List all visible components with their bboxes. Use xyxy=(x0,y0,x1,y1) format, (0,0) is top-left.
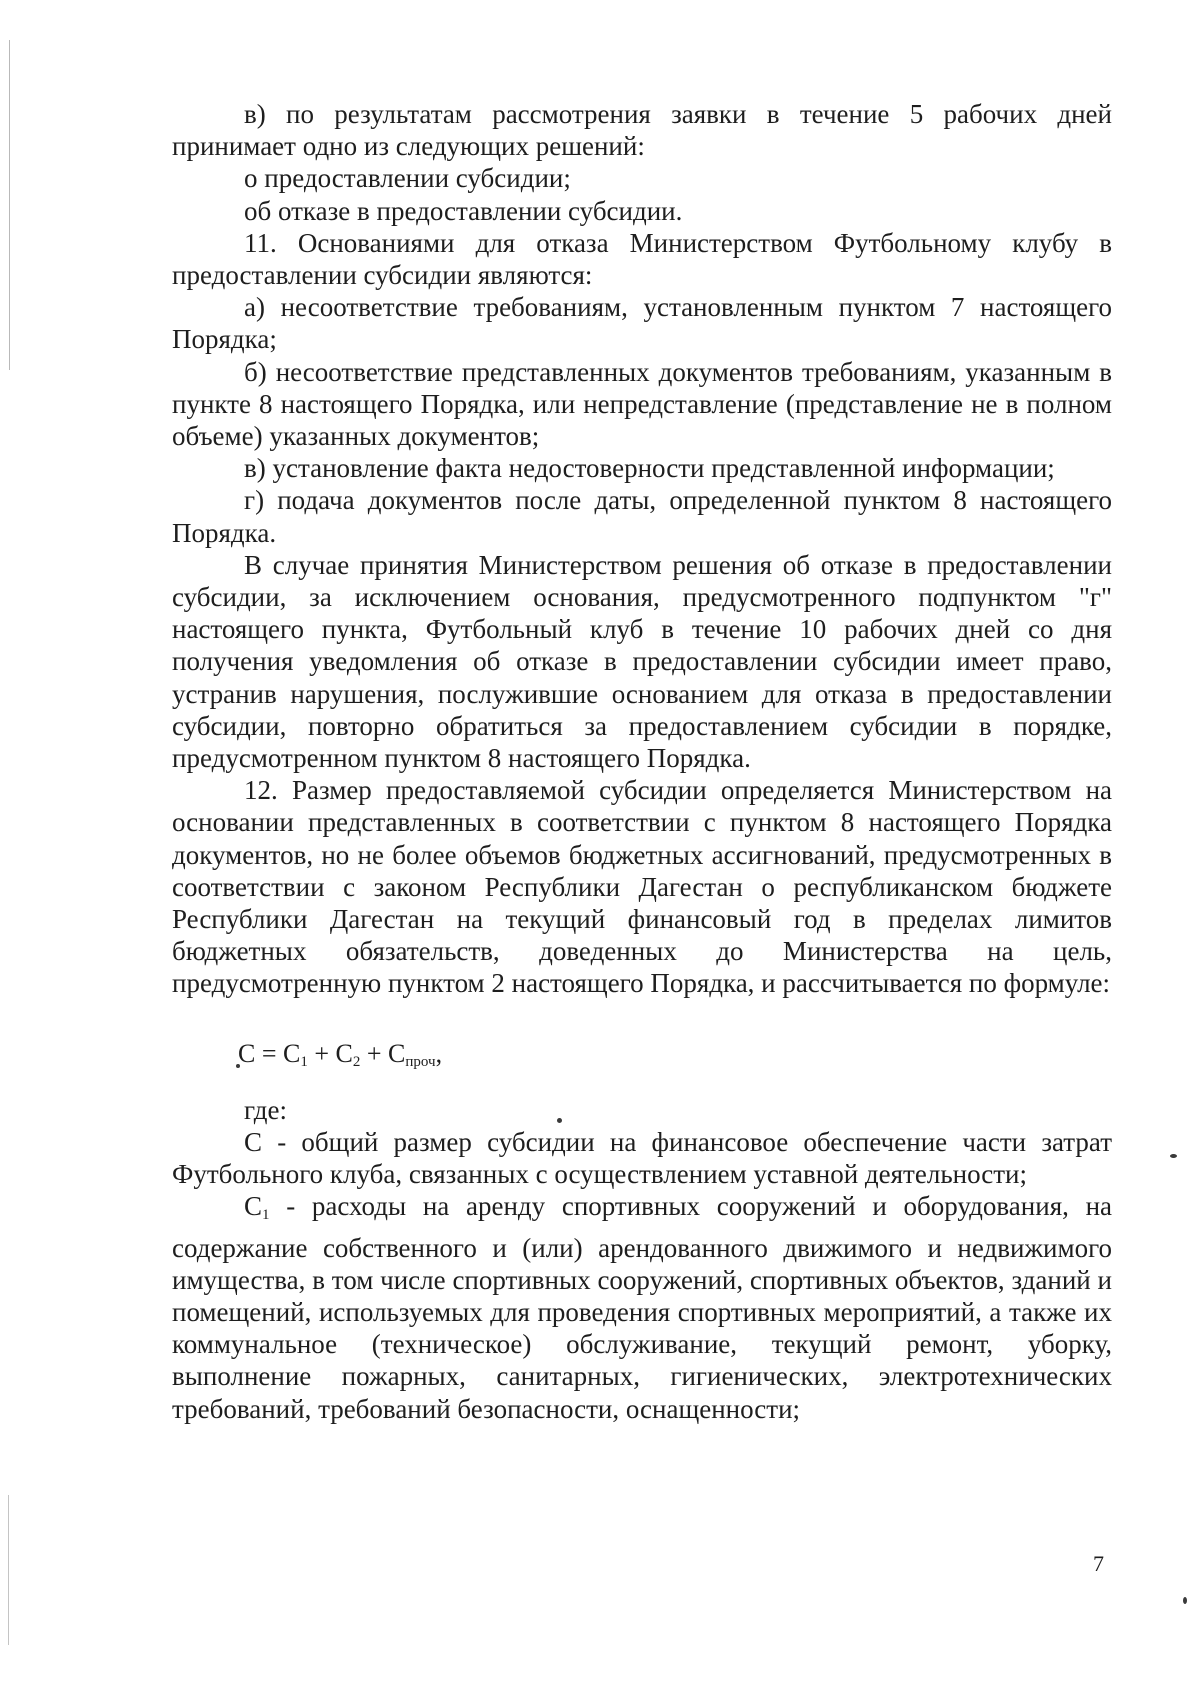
paragraph-item-11b: б) несоответствие представленных документов требованиям, указанным в пункте 8 настоящего Порядка, или непредставление (представление не в полном объеме) указанных документов; xyxy=(172,356,1112,452)
paragraph-refusal-option: об отказе в предоставлении субсидии. xyxy=(244,195,683,226)
c1-subscript: 1 xyxy=(262,1207,270,1224)
scan-speck xyxy=(1183,1597,1187,1604)
c1-symbol: C xyxy=(244,1191,263,1222)
definition-c: C - общий размер субсидии на финансовое обеспечение части затрат Футбольного клуба, связанных с осуществлением уставной деятельности; xyxy=(172,1126,1112,1190)
scan-edge-line xyxy=(9,40,10,370)
definition-c1-text: - расходы на аренду спортивных сооружений и оборудования, на содержание собственного и (или) арендованного движимого и недвижимого имущества, в том числе спортивных сооружений, спортивных объектов, зданий и помещений, используемых для проведения спортивных мероприятий, а также их коммунальное (техническое) обслуживание, текущий ремонт, уборку, выполнение пожарных, санитарных, гигиенических, электротехнических требований, требований безопасности, оснащенности; xyxy=(172,1191,1113,1424)
paragraph-item-12: 12. Размер предоставляемой субсидии определяется Министерством на основании представленных в соответствии с пунктом 8 настоящего Порядка документов, но не более объемов бюджетных ассигнований, предусмотренных в соответствии с законом Республики Дагестан о республиканском бюджете Республики Дагестан на текущий финансовый год в пределах лимитов бюджетных обязательств, доведенных до Министерства на цель, предусмотренную пунктом 2 настоящего Порядка, и рассчитывается по формуле: xyxy=(172,775,1112,999)
scan-edge-line-lower xyxy=(8,1495,9,1645)
paragraph-item-11g: г) подача документов после даты, определенной пунктом 8 настоящего Порядка. xyxy=(172,485,1112,548)
paragraph-item-11a: а) несоответствие требованиям, установленным пунктом 7 настоящего Порядка; xyxy=(172,292,1112,355)
paragraph-decision: в) по результатам рассмотрения заявки в течение 5 рабочих дней принимает одно из следующих решений: xyxy=(172,99,1112,162)
scan-speck xyxy=(1170,1154,1177,1158)
paragraph-item-11v: в) установление факта недостоверности представленной информации; xyxy=(244,453,1055,484)
page-number: 7 xyxy=(1093,1551,1104,1576)
paragraph-item-11: 11. Основаниями для отказа Министерством Футбольному клубу в предоставлении субсидии являются: xyxy=(172,227,1112,291)
subsidy-formula: $C = C_1 + C_2 + C_{проч}$, xyxy=(238,1038,443,1070)
paragraph-refusal-case: В случае принятия Министерством решения об отказе в предоставлении субсидии, за исключением основания, предусмотренного подпунктом "г" настоящего пункта, Футбольный клуб в течение 10 рабочих дней со дня получения уведомления об отказе в предоставлении субсидии имеет право, устранив нарушения, послужившие основанием для отказа в предоставлении субсидии, повторно обратиться за предоставлением субсидии в порядке, предусмотренном пунктом 8 настоящего Порядка. xyxy=(172,549,1112,774)
document-body xyxy=(172,98,1112,1425)
paragraph-grant-option: о предоставлении субсидии; xyxy=(244,163,571,194)
definition-c1 xyxy=(172,1190,1112,1424)
where-label: где: xyxy=(244,1094,287,1125)
